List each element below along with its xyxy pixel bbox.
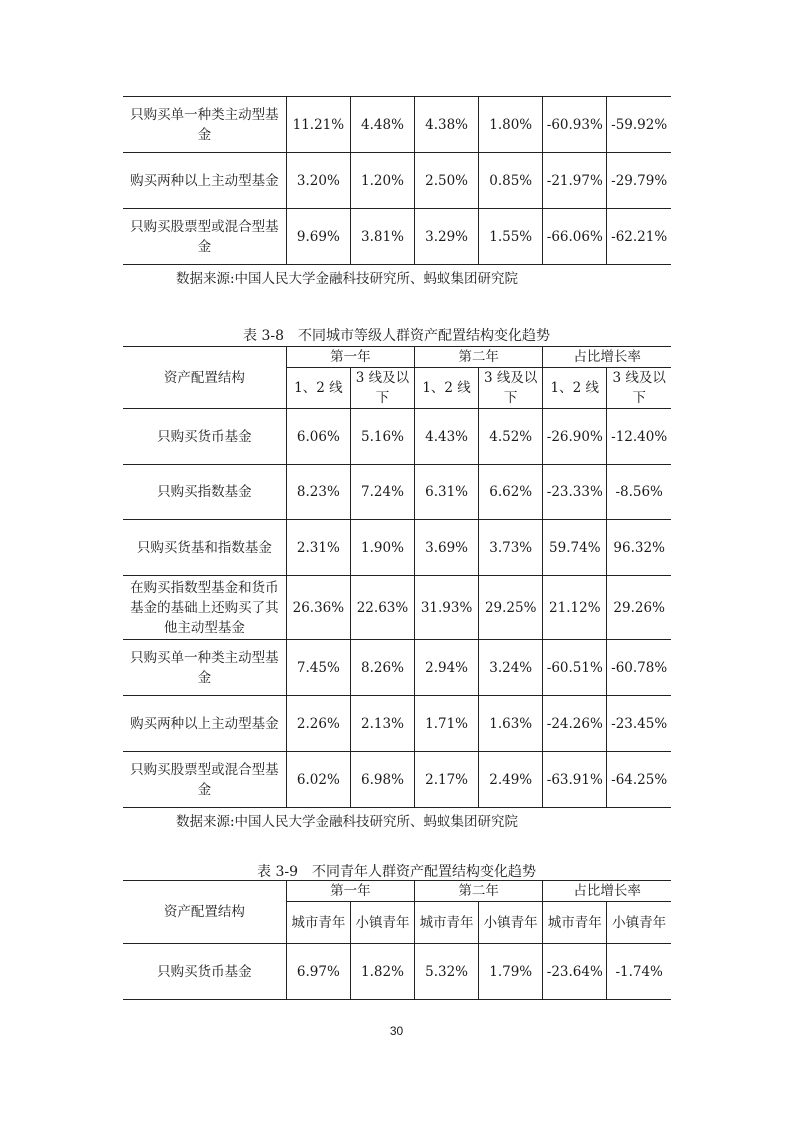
cell: -29.79% (607, 153, 671, 209)
subheader: 1、2 线 (286, 368, 350, 409)
cell: -60.93% (543, 97, 607, 153)
cell: 8.23% (286, 465, 350, 520)
cell: 1.82% (350, 944, 414, 1000)
cell: 26.36% (286, 576, 350, 640)
cell: 4.38% (415, 97, 479, 153)
cell: -66.06% (543, 209, 607, 265)
cell: 3.24% (479, 640, 543, 696)
row-label: 只购买货币基金 (123, 409, 286, 465)
row-label: 只购买单一种类主动型基金 (123, 97, 286, 153)
row-header: 资产配置结构 (123, 881, 286, 944)
cell: 1.55% (479, 209, 543, 265)
cell: 22.63% (350, 576, 414, 640)
cell: 1.63% (479, 696, 543, 752)
table-row (123, 696, 671, 752)
cell: -23.45% (607, 696, 671, 752)
cell: -1.74% (607, 944, 671, 1000)
cell: 2.94% (415, 640, 479, 696)
continued-table (123, 96, 671, 265)
subheader: 小镇青年 (350, 902, 414, 944)
cell: -21.97% (543, 153, 607, 209)
cell: 7.45% (286, 640, 350, 696)
table-row (123, 409, 671, 465)
row-label: 购买两种以上主动型基金 (123, 696, 286, 752)
cell: 1.90% (350, 520, 414, 576)
table-row (123, 97, 671, 153)
table-row (123, 576, 671, 640)
cell: -23.64% (543, 944, 607, 1000)
cell: 1.79% (479, 944, 543, 1000)
subheader: 城市青年 (415, 902, 479, 944)
cell: -24.26% (543, 696, 607, 752)
cell: -62.21% (607, 209, 671, 265)
table-row (123, 640, 671, 696)
cell: 5.32% (415, 944, 479, 1000)
table-3-9 (123, 880, 671, 1000)
cell: 9.69% (286, 209, 350, 265)
data-source-note: 数据来源:中国人民大学金融科技研究所、蚂蚁集团研究院 (176, 271, 519, 287)
group-header: 占比增长率 (543, 347, 671, 368)
cell: 2.26% (286, 696, 350, 752)
subheader: 小镇青年 (479, 902, 543, 944)
cell: 3.20% (286, 153, 350, 209)
cell: -26.90% (543, 409, 607, 465)
subheader: 3 线及以下 (350, 368, 414, 409)
cell: 4.48% (350, 97, 414, 153)
cell: 6.98% (350, 752, 414, 808)
cell: 1.20% (350, 153, 414, 209)
subheader: 3 线及以下 (607, 368, 671, 409)
cell: 8.26% (350, 640, 414, 696)
table-caption: 表 3-9 不同青年人群资产配置结构变化趋势 (257, 864, 536, 880)
cell: 29.26% (607, 576, 671, 640)
cell: 6.97% (286, 944, 350, 1000)
row-label: 只购买股票型或混合型基金 (123, 752, 286, 808)
header-row (123, 881, 671, 902)
table-row (123, 944, 671, 1000)
cell: -64.25% (607, 752, 671, 808)
row-header: 资产配置结构 (123, 347, 286, 409)
group-header: 占比增长率 (543, 881, 671, 902)
cell: 1.80% (479, 97, 543, 153)
table-row (123, 209, 671, 265)
cell: 6.02% (286, 752, 350, 808)
group-header: 第一年 (286, 347, 414, 368)
row-label: 只购买指数基金 (123, 465, 286, 520)
table-row (123, 153, 671, 209)
row-label: 在购买指数型基金和货币基金的基础上还购买了其他主动型基金 (123, 576, 286, 640)
row-label: 只购买货基和指数基金 (123, 520, 286, 576)
cell: 21.12% (543, 576, 607, 640)
cell: 2.49% (479, 752, 543, 808)
cell: 3.29% (415, 209, 479, 265)
cell: 3.81% (350, 209, 414, 265)
cell: 4.52% (479, 409, 543, 465)
subheader: 3 线及以下 (479, 368, 543, 409)
cell: -60.51% (543, 640, 607, 696)
cell: 5.16% (350, 409, 414, 465)
group-header: 第一年 (286, 881, 414, 902)
header-row (123, 347, 671, 368)
table-3-8 (123, 346, 671, 808)
table-row (123, 465, 671, 520)
cell: -63.91% (543, 752, 607, 808)
cell: 6.62% (479, 465, 543, 520)
cell: 6.06% (286, 409, 350, 465)
row-label: 购买两种以上主动型基金 (123, 153, 286, 209)
subheader: 城市青年 (543, 902, 607, 944)
cell: -59.92% (607, 97, 671, 153)
cell: -60.78% (607, 640, 671, 696)
page-number: 30 (389, 1024, 404, 1038)
subheader: 1、2 线 (415, 368, 479, 409)
cell: 29.25% (479, 576, 543, 640)
cell: 3.73% (479, 520, 543, 576)
group-header: 第二年 (415, 347, 543, 368)
cell: 6.31% (415, 465, 479, 520)
table-caption: 表 3-8 不同城市等级人群资产配置结构变化趋势 (243, 328, 550, 344)
table-row (123, 752, 671, 808)
group-header: 第二年 (415, 881, 543, 902)
cell: 2.50% (415, 153, 479, 209)
cell: 59.74% (543, 520, 607, 576)
row-label: 只购买货币基金 (123, 944, 286, 1000)
subheader: 城市青年 (286, 902, 350, 944)
data-source-note: 数据来源:中国人民大学金融科技研究所、蚂蚁集团研究院 (176, 814, 519, 830)
subheader: 1、2 线 (543, 368, 607, 409)
row-label: 只购买股票型或混合型基金 (123, 209, 286, 265)
table-row (123, 520, 671, 576)
cell: -12.40% (607, 409, 671, 465)
subheader: 小镇青年 (607, 902, 671, 944)
cell: 11.21% (286, 97, 350, 153)
cell: -23.33% (543, 465, 607, 520)
cell: 4.43% (415, 409, 479, 465)
cell: 2.31% (286, 520, 350, 576)
row-label: 只购买单一种类主动型基金 (123, 640, 286, 696)
cell: -8.56% (607, 465, 671, 520)
cell: 2.13% (350, 696, 414, 752)
cell: 96.32% (607, 520, 671, 576)
cell: 0.85% (479, 153, 543, 209)
cell: 31.93% (415, 576, 479, 640)
cell: 2.17% (415, 752, 479, 808)
cell: 1.71% (415, 696, 479, 752)
cell: 7.24% (350, 465, 414, 520)
cell: 3.69% (415, 520, 479, 576)
